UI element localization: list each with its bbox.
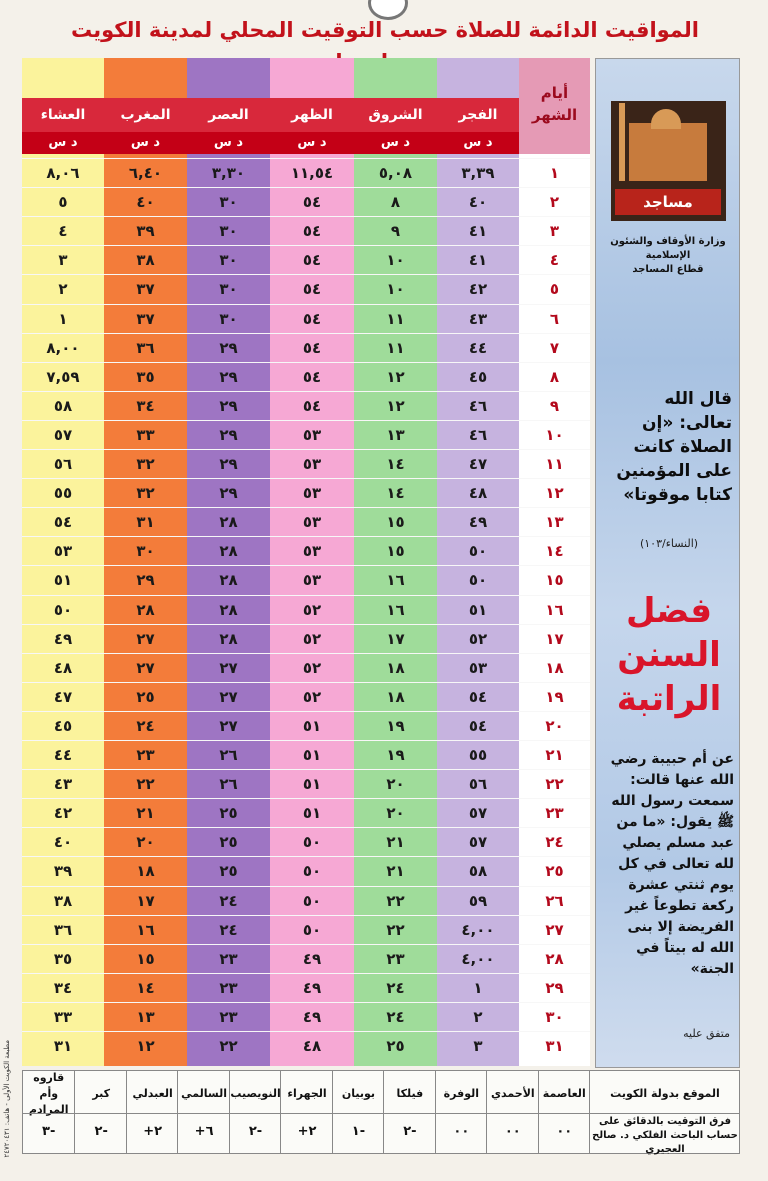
day-cell: ٢٨ [519, 944, 590, 974]
column-asr [187, 58, 270, 1066]
day-cell: ٤ [519, 245, 590, 275]
time-cell: ٢٣ [104, 740, 187, 770]
time-cell: ١٨ [354, 682, 437, 712]
time-cell: ٢٣ [354, 944, 437, 974]
time-cell: ١٩ [354, 711, 437, 741]
region-offset: ٠٠ [453, 1124, 470, 1139]
quran-verse: قال الله تعالى: «إن الصلاة كانت على المؤمنين كتابا موقوتا» [616, 389, 732, 505]
region-column [74, 1071, 126, 1153]
location-label: الموقع بدولة الكويت [610, 1087, 720, 1100]
day-cell: ١ [519, 158, 590, 188]
verse-reference: (النساء/١٠٣) [639, 537, 699, 550]
time-cell: ٣١ [104, 507, 187, 537]
time-cell: ٥٨ [437, 856, 519, 886]
column-day [519, 154, 590, 1066]
time-cell: ٢٧ [104, 624, 187, 654]
virtue-title: فضل السنن الراتبة [616, 591, 722, 719]
mosque-building-shape [629, 123, 707, 181]
time-cell: ٥٠ [270, 856, 354, 886]
day-cell: ٣ [519, 216, 590, 246]
day-cell: ١٧ [519, 624, 590, 654]
ministry-line-1: وزارة الأوقاف والشئون الإسلامية [610, 236, 726, 261]
time-cell: ٥١ [270, 740, 354, 770]
time-cell: ٢ [437, 1002, 519, 1032]
region-name: السالمي [181, 1087, 228, 1100]
time-cell: ٣٩ [104, 216, 187, 246]
time-cell: ٥٣ [270, 565, 354, 595]
time-cell: ٤٩ [270, 1002, 354, 1032]
time-cell: ٤٤ [437, 333, 519, 363]
time-cell: ٥٢ [270, 624, 354, 654]
day-cell: ١٩ [519, 682, 590, 712]
time-cell: ٤٠ [104, 187, 187, 217]
time-cell: ٢٤ [187, 915, 270, 945]
region-offset: +٢ [143, 1124, 163, 1139]
time-cell: ٥١ [270, 798, 354, 828]
region-column [23, 1071, 74, 1153]
time-cell: ٥٤ [270, 274, 354, 304]
time-cell: ١٤ [354, 478, 437, 508]
time-cell: ٤٩ [22, 624, 104, 654]
time-cell: ٢٤ [187, 886, 270, 916]
time-cell: ٣٨ [22, 886, 104, 916]
column-dhuhr [270, 58, 354, 1066]
time-cell: ٥٠ [437, 536, 519, 566]
region-column [229, 1071, 281, 1153]
region-name: الجهراء [287, 1087, 327, 1100]
region-column [486, 1071, 538, 1153]
time-cell: ٤٠ [437, 187, 519, 217]
time-cell: ١٢ [354, 362, 437, 392]
time-cell: ٢٢ [187, 1031, 270, 1061]
time-cell: ٥٣ [22, 536, 104, 566]
time-cell: ٤ [22, 216, 104, 246]
day-cell: ١٨ [519, 653, 590, 683]
time-cell: ٣٨ [104, 245, 187, 275]
time-cell: ٢٠ [354, 798, 437, 828]
time-cell: ١٦ [354, 565, 437, 595]
time-cell: ٨ [354, 187, 437, 217]
time-cell: ٢٧ [187, 682, 270, 712]
time-cell: ٢٩ [187, 391, 270, 421]
time-cell: ١٥ [104, 944, 187, 974]
time-cell: ٥٢ [270, 653, 354, 683]
region-column [126, 1071, 178, 1153]
time-cell: ٤٩ [437, 507, 519, 537]
unit-label: د س [270, 132, 354, 154]
time-cell: ٤٥ [22, 711, 104, 741]
region-name: بوبيان [341, 1087, 376, 1100]
region-column [332, 1071, 384, 1153]
column-header-isha: العشاء [22, 98, 104, 132]
time-cell: ٢٨ [187, 624, 270, 654]
day-cell: ١٥ [519, 565, 590, 595]
time-cell: ٤٢ [22, 798, 104, 828]
time-cell: ٣ [437, 1031, 519, 1061]
time-cell: ٥,٠٨ [354, 158, 437, 188]
day-cell: ٧ [519, 333, 590, 363]
column-header-maghrib: المغرب [104, 98, 187, 132]
time-cell: ١٦ [104, 915, 187, 945]
time-cell: ٥٤ [270, 216, 354, 246]
time-cell: ١٣ [104, 1002, 187, 1032]
time-cell: ٢٥ [354, 1031, 437, 1061]
time-cell: ٢٨ [187, 507, 270, 537]
time-cell: ٢٤ [354, 973, 437, 1003]
time-cell: ٢٩ [187, 478, 270, 508]
time-cell: ١٥ [354, 536, 437, 566]
region-name: قاروه وأم المرادم [28, 1071, 69, 1116]
time-cell: ١٧ [104, 886, 187, 916]
column-header-fajr: الفجر [437, 98, 519, 132]
offset-label: فرق التوقيت بالدقائق على حساب الباحث الفلكي د. صالح العجيري [592, 1116, 738, 1155]
time-cell: ٤٨ [270, 1031, 354, 1061]
time-cell: ٣,٣٩ [437, 158, 519, 188]
day-cell: ٢١ [519, 740, 590, 770]
time-cell: ٥١ [437, 595, 519, 625]
hadith-text: عن أم حبيبة رضي الله عنها قالت: سمعت رسول الله ﷺ يقول: «ما من عبد مسلم يصلي لله تعالى في كل يوم ثنتي عشرة ركعة تطوعاً غير الفريضة إلا بنى الله له بيتاً في الجنة» [610, 751, 734, 977]
time-cell: ٣٤ [104, 391, 187, 421]
time-cell: ٢٧ [104, 653, 187, 683]
minaret-shape [619, 103, 625, 181]
time-cell: ٢٨ [187, 595, 270, 625]
time-cell: ٢٦ [187, 769, 270, 799]
time-cell: ٢٠ [354, 769, 437, 799]
ministry-name [602, 235, 734, 277]
sidebar-panel [595, 58, 740, 1068]
time-cell: ١٨ [354, 653, 437, 683]
time-cell: ٤,٠٠ [437, 944, 519, 974]
column-header-shurooq: الشروق [354, 98, 437, 132]
day-cell: ٢٦ [519, 886, 590, 916]
time-cell: ٢٣ [187, 1002, 270, 1032]
time-cell: ٢٩ [187, 420, 270, 450]
dome-shape [651, 109, 681, 129]
prayer-times-table [22, 58, 590, 1066]
time-cell: ٤٣ [22, 769, 104, 799]
time-cell: ٢١ [354, 856, 437, 886]
time-cell: ٣٧ [104, 274, 187, 304]
time-cell: ٨,٠٦ [22, 158, 104, 188]
time-cell: ٢٠ [104, 827, 187, 857]
region-offset: ٢- [94, 1124, 108, 1139]
time-cell: ٣٢ [104, 449, 187, 479]
region-name: فيلكا [396, 1087, 424, 1100]
day-cell: ٦ [519, 304, 590, 334]
time-cell: ٢٥ [187, 856, 270, 886]
mosque-logo [611, 101, 726, 221]
time-cell: ١٠ [354, 274, 437, 304]
time-cell: ٥٤ [270, 187, 354, 217]
time-cell: ٣٢ [104, 478, 187, 508]
time-cell: ٥٦ [437, 769, 519, 799]
time-cell: ٥٠ [270, 915, 354, 945]
day-cell: ٨ [519, 362, 590, 392]
day-cell: ١٠ [519, 420, 590, 450]
regional-offsets-table [22, 1070, 740, 1154]
time-cell: ٤٨ [437, 478, 519, 508]
time-cell: ٢٦ [187, 740, 270, 770]
time-cell: ٨,٠٠ [22, 333, 104, 363]
time-cell: ٥٤ [270, 304, 354, 334]
time-cell: ٥٧ [22, 420, 104, 450]
time-cell: ٢٢ [354, 886, 437, 916]
time-cell: ١٩ [354, 740, 437, 770]
time-cell: ٣٠ [104, 536, 187, 566]
time-cell: ٦,٤٠ [104, 158, 187, 188]
time-cell: ٥٤ [270, 391, 354, 421]
time-cell: ٢١ [354, 827, 437, 857]
time-cell: ٣٠ [187, 216, 270, 246]
time-cell: ٩ [354, 216, 437, 246]
region-offset: ٠٠ [504, 1124, 521, 1139]
unit-label: د س [354, 132, 437, 154]
region-offset: +٢ [297, 1124, 317, 1139]
time-cell: ٣,٣٠ [187, 158, 270, 188]
region-column [280, 1071, 332, 1153]
time-cell: ٣٠ [187, 274, 270, 304]
time-cell: ٢٩ [104, 565, 187, 595]
time-cell: ٤٠ [22, 827, 104, 857]
time-cell: ١١ [354, 333, 437, 363]
region-name: العبدلي [132, 1087, 173, 1100]
region-offset: ٢- [403, 1124, 417, 1139]
unit-label: د س [437, 132, 519, 154]
time-cell: ٤٧ [437, 449, 519, 479]
day-cell: ٥ [519, 274, 590, 304]
time-cell: ٤٩ [270, 944, 354, 974]
unit-label: د س [22, 132, 104, 154]
time-cell: ٣٣ [22, 1002, 104, 1032]
time-cell: ٢٩ [187, 449, 270, 479]
day-cell: ١٢ [519, 478, 590, 508]
time-cell: ٢٨ [187, 565, 270, 595]
region-name: الأحمدي [490, 1087, 535, 1100]
column-header-dhuhr: الظهر [270, 98, 354, 132]
unit-label: د س [104, 132, 187, 154]
time-cell: ٢٢ [354, 915, 437, 945]
region-offset: ٣- [42, 1124, 56, 1139]
time-cell: ٢٧ [187, 653, 270, 683]
day-cell: ١٣ [519, 507, 590, 537]
day-cell: ٣١ [519, 1031, 590, 1061]
region-label-column [589, 1071, 740, 1153]
time-cell: ٥٨ [22, 391, 104, 421]
time-cell: ٤,٠٠ [437, 915, 519, 945]
time-cell: ٣٠ [187, 245, 270, 275]
time-cell: ٥ [22, 187, 104, 217]
time-cell: ١٥ [354, 507, 437, 537]
page-title: المواقيت الدائمة للصلاة حسب التوقيت المحلي لمدينة الكويت [71, 18, 699, 42]
time-cell: ٤٩ [270, 973, 354, 1003]
region-offset: ٢- [248, 1124, 263, 1139]
time-cell: ٥١ [270, 769, 354, 799]
region-offset: +٦ [194, 1124, 214, 1139]
logo-label: مساجد [615, 189, 721, 215]
time-cell: ١١,٥٤ [270, 158, 354, 188]
day-cell: ٣٠ [519, 1002, 590, 1032]
time-cell: ٥٣ [270, 478, 354, 508]
time-cell: ١٤ [104, 973, 187, 1003]
time-cell: ٢٩ [187, 362, 270, 392]
region-offset: ١- [351, 1124, 366, 1139]
region-name: الوفرة [443, 1087, 480, 1100]
time-cell: ٤٢ [437, 274, 519, 304]
time-cell: ٤٦ [437, 391, 519, 421]
time-cell: ١٢ [354, 391, 437, 421]
time-cell: ٥٠ [22, 595, 104, 625]
day-cell: ٢٤ [519, 827, 590, 857]
day-cell: ١٤ [519, 536, 590, 566]
time-cell: ١ [437, 973, 519, 1003]
time-cell: ٤٨ [22, 653, 104, 683]
days-header: أيام الشهر [519, 58, 590, 154]
time-cell: ٥٤ [270, 362, 354, 392]
time-cell: ٣٤ [22, 973, 104, 1003]
region-column [177, 1071, 229, 1153]
time-cell: ٥٠ [437, 565, 519, 595]
day-cell: ٢٧ [519, 915, 590, 945]
time-cell: ٢١ [104, 798, 187, 828]
time-cell: ٢٣ [187, 944, 270, 974]
printer-note: مطبعة الكويت الأولى - هاتف: ٢٤٧٢٠٤٣١ [3, 1040, 11, 1158]
day-cell: ٩ [519, 391, 590, 421]
time-cell: ٥٣ [270, 449, 354, 479]
time-cell: ٥١ [270, 711, 354, 741]
time-cell: ١٤ [354, 449, 437, 479]
time-cell: ٣٥ [104, 362, 187, 392]
day-cell: ٢٣ [519, 798, 590, 828]
time-cell: ٥٦ [22, 449, 104, 479]
column-header-asr: العصر [187, 98, 270, 132]
time-cell: ٤٥ [437, 362, 519, 392]
ministry-line-2: قطاع المساجد [632, 264, 704, 275]
time-cell: ٢٢ [104, 769, 187, 799]
time-cell: ٥٩ [437, 886, 519, 916]
time-cell: ٣٠ [187, 304, 270, 334]
time-cell: ٥٧ [437, 798, 519, 828]
time-cell: ٥٤ [270, 245, 354, 275]
region-name: النويصيب [230, 1087, 281, 1100]
time-cell: ٤٧ [22, 682, 104, 712]
day-cell: ١٦ [519, 595, 590, 625]
time-cell: ٣٥ [22, 944, 104, 974]
time-cell: ٢٨ [104, 595, 187, 625]
time-cell: ٢٤ [104, 711, 187, 741]
column-maghrib [104, 58, 187, 1066]
day-cell: ٢٥ [519, 856, 590, 886]
day-cell: ٢٩ [519, 973, 590, 1003]
time-cell: ١٧ [354, 624, 437, 654]
time-cell: ٥٠ [270, 827, 354, 857]
time-cell: ٣ [22, 245, 104, 275]
unit-label: د س [187, 132, 270, 154]
region-column [538, 1071, 590, 1153]
time-cell: ١١ [354, 304, 437, 334]
time-cell: ٣٦ [104, 333, 187, 363]
time-cell: ٤٣ [437, 304, 519, 334]
time-cell: ٥٤ [22, 507, 104, 537]
time-cell: ١٦ [354, 595, 437, 625]
time-cell: ٣٦ [22, 915, 104, 945]
region-column [383, 1071, 435, 1153]
time-cell: ٢٤ [354, 1002, 437, 1032]
time-cell: ٥٤ [437, 682, 519, 712]
time-cell: ٣٩ [22, 856, 104, 886]
day-cell: ٢٠ [519, 711, 590, 741]
day-cell: ٢٢ [519, 769, 590, 799]
time-cell: ٥٧ [437, 827, 519, 857]
time-cell: ٥٤ [270, 333, 354, 363]
time-cell: ١٢ [104, 1031, 187, 1061]
hadith-source: متفق عليه [683, 1027, 730, 1040]
region-offset: ٠٠ [556, 1124, 573, 1139]
time-cell: ٢٣ [187, 973, 270, 1003]
day-cell: ١١ [519, 449, 590, 479]
time-cell: ٢٧ [187, 711, 270, 741]
time-cell: ٥٥ [22, 478, 104, 508]
time-cell: ٥٣ [270, 420, 354, 450]
time-cell: ٤٦ [437, 420, 519, 450]
day-cell: ٢ [519, 187, 590, 217]
time-cell: ٤١ [437, 245, 519, 275]
column-shurooq [354, 58, 437, 1066]
time-cell: ٢ [22, 274, 104, 304]
time-cell: ٣٧ [104, 304, 187, 334]
time-cell: ١ [22, 304, 104, 334]
time-cell: ٥٣ [270, 507, 354, 537]
region-name: العاصمة [542, 1087, 586, 1100]
time-cell: ٢٥ [104, 682, 187, 712]
time-cell: ١٠ [354, 245, 437, 275]
time-cell: ١٨ [104, 856, 187, 886]
time-cell: ٣١ [22, 1031, 104, 1061]
time-cell: ٤١ [437, 216, 519, 246]
row-divider [23, 1113, 739, 1114]
time-cell: ٥٥ [437, 740, 519, 770]
time-cell: ٣٠ [187, 187, 270, 217]
region-column [435, 1071, 487, 1153]
column-isha [22, 58, 104, 1066]
time-cell: ١٣ [354, 420, 437, 450]
time-cell: ٥٢ [437, 624, 519, 654]
time-cell: ٥٠ [270, 886, 354, 916]
time-cell: ٥٣ [437, 653, 519, 683]
column-fajr [437, 58, 519, 1066]
time-cell: ٢٨ [187, 536, 270, 566]
time-cell: ٥٤ [437, 711, 519, 741]
time-cell: ٤٤ [22, 740, 104, 770]
time-cell: ٥٢ [270, 595, 354, 625]
time-cell: ٢٥ [187, 798, 270, 828]
time-cell: ٥٢ [270, 682, 354, 712]
time-cell: ٧,٥٩ [22, 362, 104, 392]
time-cell: ٢٩ [187, 333, 270, 363]
time-cell: ٢٥ [187, 827, 270, 857]
time-cell: ٣٣ [104, 420, 187, 450]
time-cell: ٥١ [22, 565, 104, 595]
time-cell: ٥٣ [270, 536, 354, 566]
region-name: كبر [92, 1087, 111, 1100]
